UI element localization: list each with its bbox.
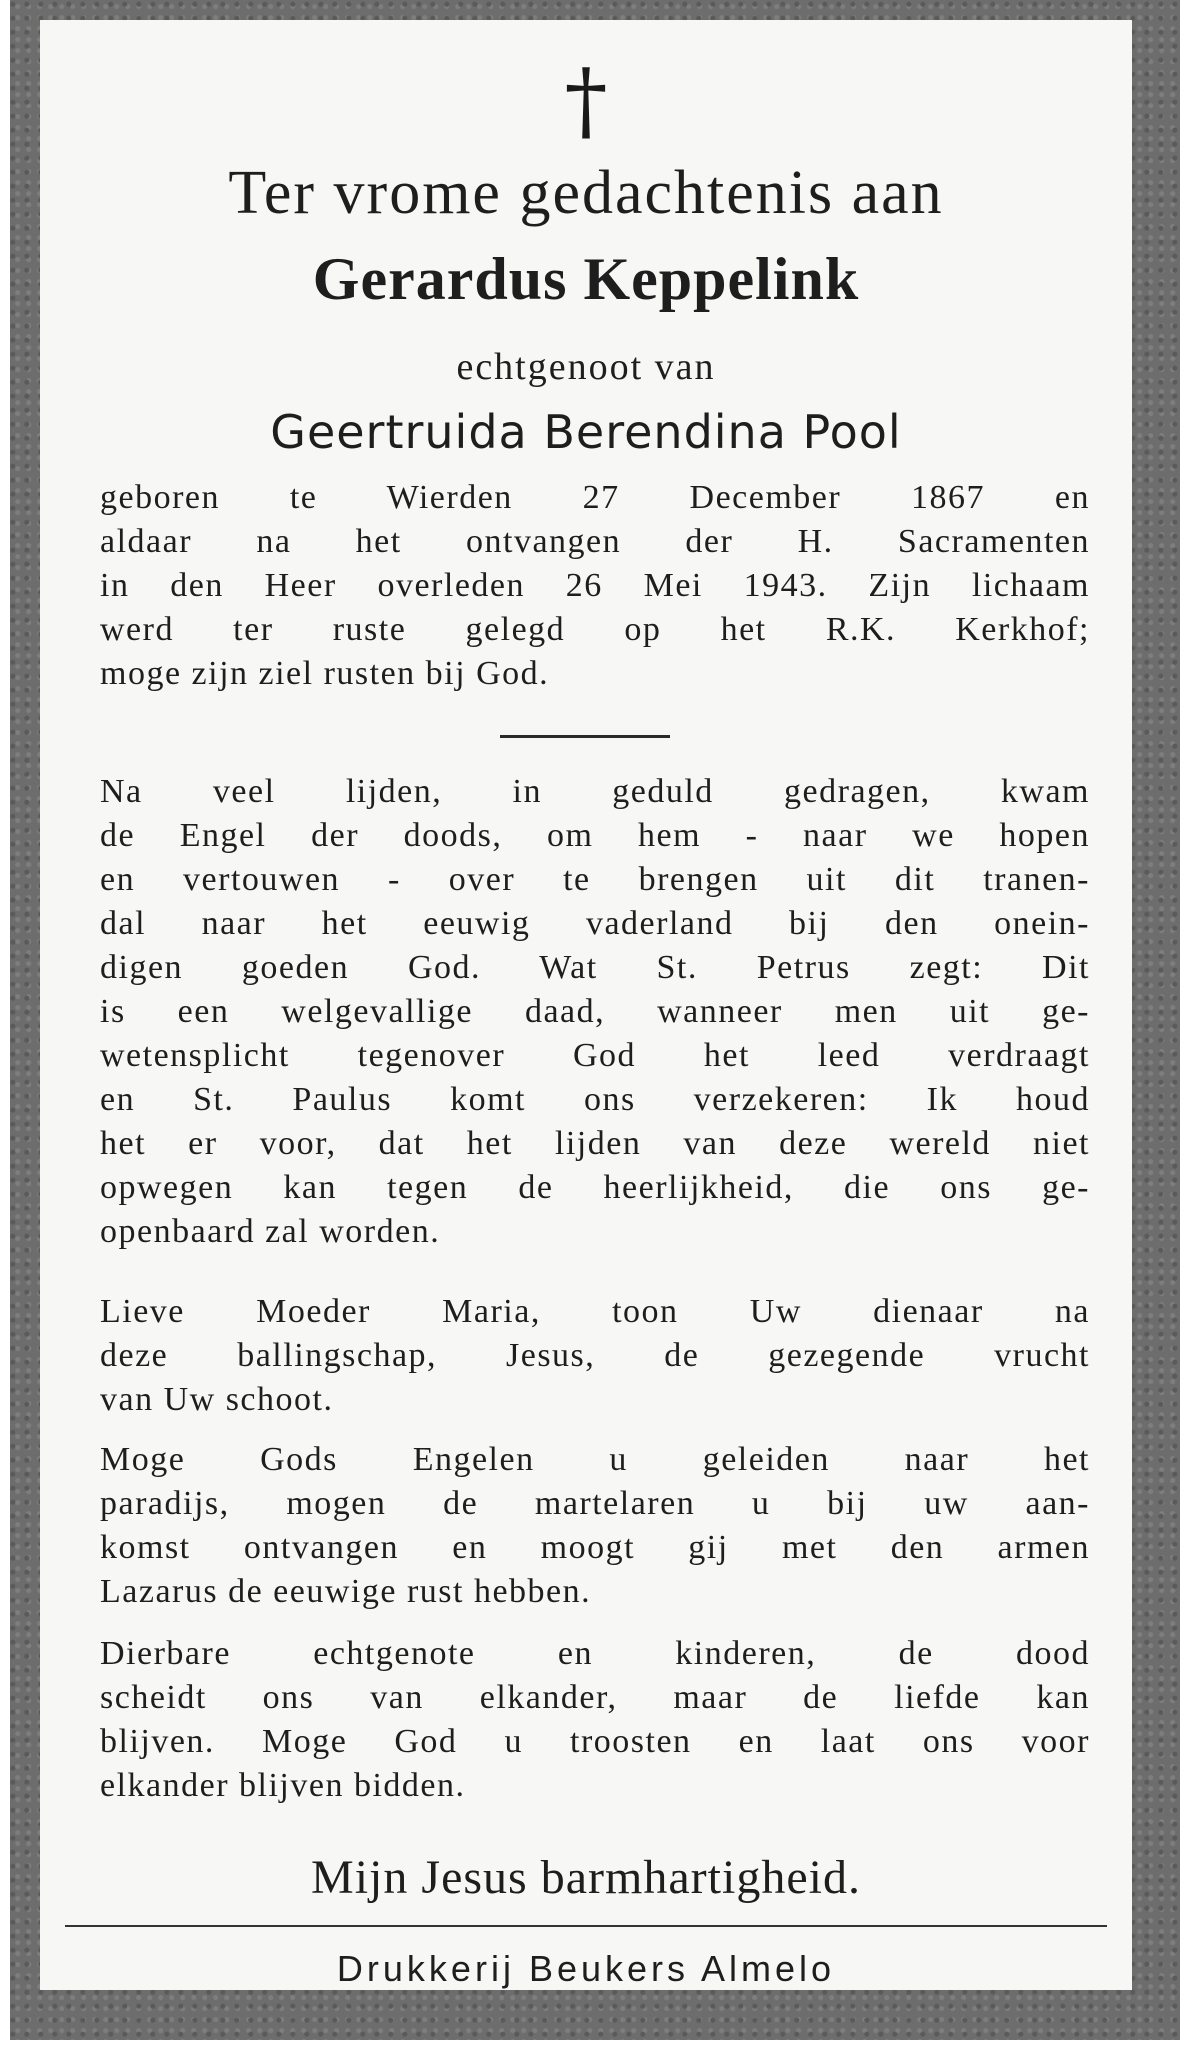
text-line: van Uw schoot.	[100, 1381, 334, 1418]
memorial-card	[40, 20, 1132, 1990]
printer-credit: Drukkerij Beukers Almelo	[336, 1948, 836, 1989]
text-line: deze ballingschap, Jesus, de gezegende vrucht	[100, 1337, 1090, 1374]
text-line: Lazarus de eeuwige rust hebben.	[100, 1573, 592, 1610]
text-line: wetensplicht tegenover God het leed verdraagt	[100, 1037, 1090, 1074]
paragraph-mary	[100, 1290, 1090, 1422]
card-heading: Ter vrome gedachtenis aan	[228, 159, 944, 227]
cross-icon: †	[564, 51, 608, 151]
text-line: Na veel lijden, in geduld gedragen, kwam	[100, 773, 1090, 810]
bio-line: moge zijn ziel rusten bij God.	[100, 655, 550, 692]
text-line: blijven. Moge God u troosten en laat ons voor	[100, 1723, 1090, 1760]
bio-line: werd ter ruste gelegd op het R.K. Kerkhof;	[100, 611, 1090, 648]
bio-paragraph	[100, 476, 1090, 696]
text-line: en St. Paulus komt ons verzekeren: Ik houd	[100, 1081, 1090, 1118]
bio-line: aldaar na het ontvangen der H. Sacramenten	[100, 523, 1090, 560]
footer-rule	[65, 1925, 1107, 1927]
text-line: Dierbare echtgenote en kinderen, de dood	[100, 1635, 1090, 1672]
text-line: paradijs, mogen de martelaren u bij uw aan-	[100, 1485, 1090, 1522]
text-line: digen goeden God. Wat St. Petrus zegt: Dit	[100, 949, 1090, 986]
text-line: komst ontvangen en moogt gij met den armen	[100, 1529, 1090, 1566]
text-line: de Engel der doods, om hem - naar we hopen	[100, 817, 1090, 854]
text-line: het er voor, dat het lijden van deze wereld niet	[100, 1125, 1090, 1162]
paragraph-suffering	[100, 770, 1090, 1254]
bio-line: geboren te Wierden 27 December 1867 en	[100, 479, 1090, 516]
text-line: Lieve Moeder Maria, toon Uw dienaar na	[100, 1293, 1090, 1330]
paragraph-family	[100, 1632, 1090, 1808]
closing-prayer: Mijn Jesus barmhartigheid.	[311, 1851, 861, 1904]
paragraph-angels	[100, 1438, 1090, 1614]
text-line: dal naar het eeuwig vaderland bij den onein-	[100, 905, 1090, 942]
text-line: openbaard zal worden.	[100, 1213, 441, 1250]
text-line: scheidt ons van elkander, maar de liefde kan	[100, 1679, 1090, 1716]
spouse-name: Geertruida Berendina Pool	[270, 405, 902, 459]
spouse-label: echtgenoot van	[456, 346, 716, 388]
text-line: is een welgevallige daad, wanneer men uit ge-	[100, 993, 1090, 1030]
text-line: elkander blijven bidden.	[100, 1767, 466, 1804]
divider-line	[500, 735, 670, 738]
text-line: Moge Gods Engelen u geleiden naar het	[100, 1441, 1090, 1478]
text-line: opwegen kan tegen de heerlijkheid, die ons ge-	[100, 1169, 1090, 1206]
text-line: en vertouwen - over te brengen uit dit tranen-	[100, 861, 1090, 898]
deceased-name: Gerardus Keppelink	[312, 246, 860, 312]
bio-line: in den Heer overleden 26 Mei 1943. Zijn lichaam	[100, 567, 1090, 604]
